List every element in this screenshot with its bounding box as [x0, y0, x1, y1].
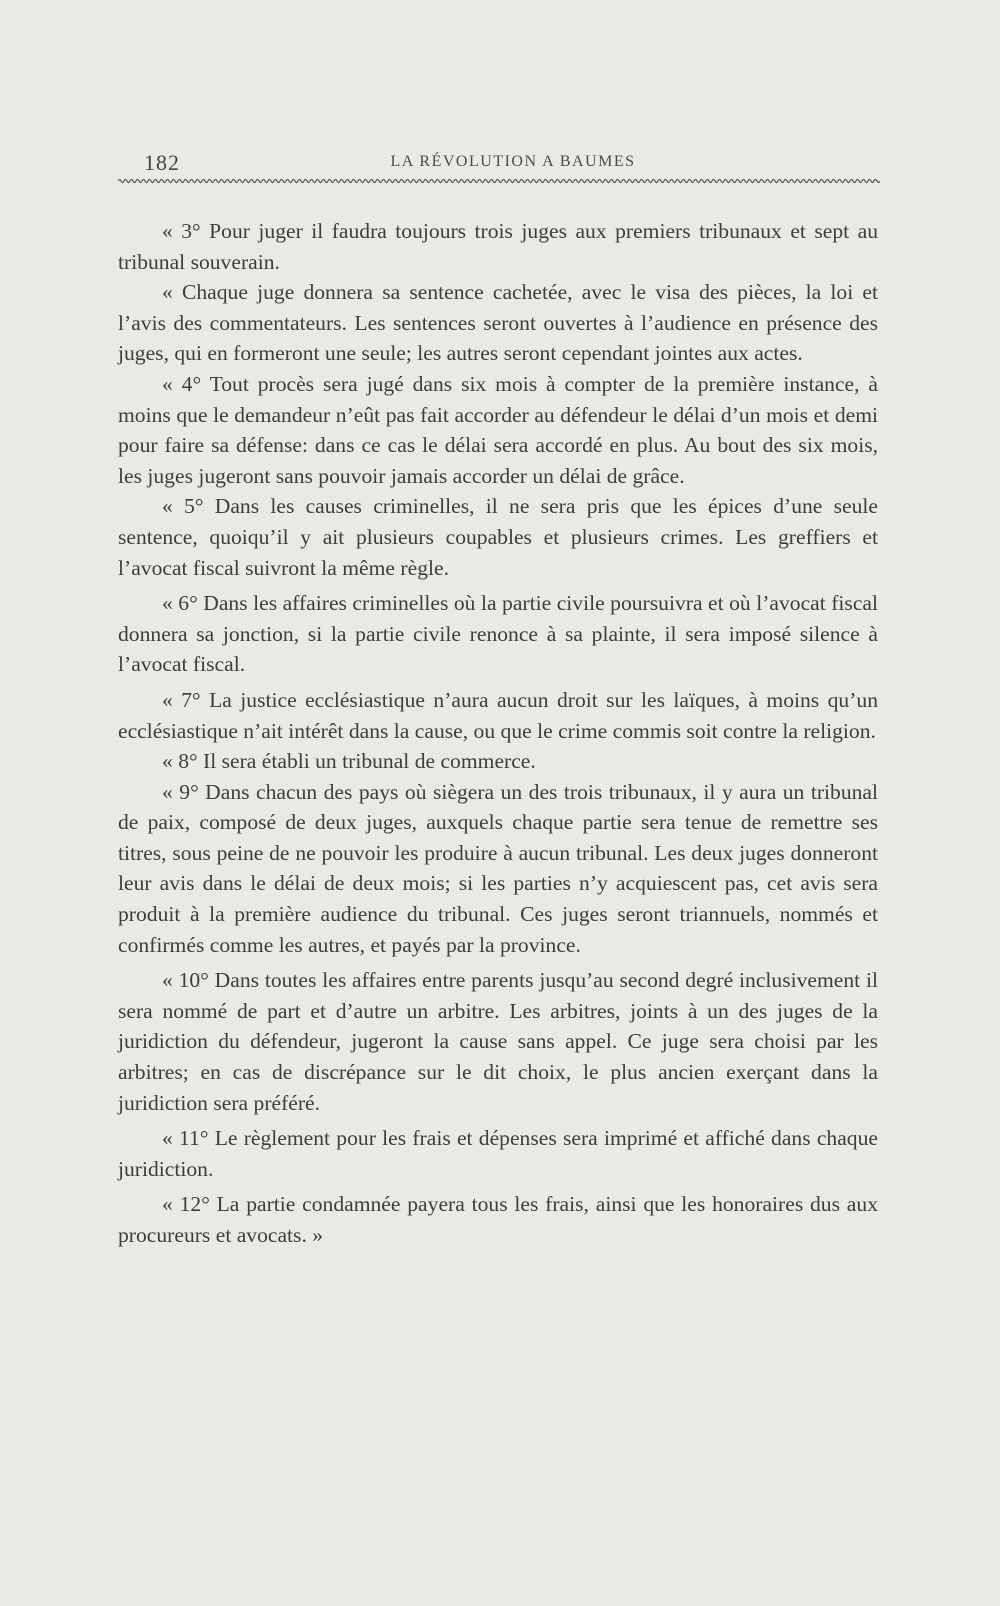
- paragraph-article-9: « 9° Dans chacun des pays où siègera un des trois tribunaux, il y aura un tribunal de paix, composé de deux juges, auxquels chaque partie sera tenue de remettre ses titres, sous peine de ne pouvoir les produire à aucun tribunal. Les deux juges donneront leur avis dans le délai de deux mois; si les parties n’y acquiescent pas, cet avis sera produit à la première audience du tribunal. Ces juges seront triannuels, nommés et confirmés comme les autres, et payés par la province.: [118, 779, 878, 957]
- body-text: [118, 216, 878, 1251]
- paragraph-article-6: « 6° Dans les affaires criminelles où la partie civile poursuivra et où l’avocat fiscal donnera sa jonction, si la partie civile renonce à sa plainte, il sera imposé silence à l’avocat fiscal.: [118, 591, 878, 677]
- running-title: LA RÉVOLUTION A BAUMES: [390, 153, 636, 170]
- paragraph-article-12: « 12° La partie condamnée payera tous les frais, ainsi que les honoraires dus aux procureurs et avocats. »: [118, 1192, 878, 1247]
- paragraph-sentences: « Chaque juge donnera sa sentence cachetée, avec le visa des pièces, la loi et l’avis des commentateurs. Les sentences seront ouvertes à l’audience en présence des juges, qui en formeront une seule; les autres seront cependant jointes aux actes.: [118, 280, 878, 366]
- paragraph-article-10: « 10° Dans toutes les affaires entre parents jusqu’au second degré inclusivement il sera nommé de part et d’autre un arbitre. Les arbitres, joints à un des juges de la juridiction du défendeur, jugeront la cause sans appel. Ce juge sera choisi par les arbitres; en cas de discrépance sur le dit choix, le plus ancien exerçant dans la juridiction sera préféré.: [118, 968, 878, 1115]
- page-number: 182: [144, 150, 180, 175]
- paragraph-article-4: « 4° Tout procès sera jugé dans six mois à compter de la première instance, à moins que le demandeur n’eût pas fait accorder au défendeur le délai d’un mois et demi pour faire sa défense: dans ce cas le délai sera accordé en plus. Au bout des six mois, les juges jugeront sans pouvoir jamais accorder un délai de grâce.: [118, 371, 878, 488]
- paragraph-article-5: « 5° Dans les causes criminelles, il ne sera pris que les épices d’une seule sentence, quoiqu’il y ait plusieurs coupables et plusieurs crimes. Les greffiers et l’avocat fiscal suivront la même règle.: [118, 494, 878, 580]
- paragraph-article-11: « 11° Le règlement pour les frais et dépenses sera imprimé et affiché dans chaque juridiction.: [118, 1126, 878, 1181]
- decorative-wavy-rule: [118, 176, 880, 186]
- paragraph-article-8: « 8° Il sera établi un tribunal de commerce.: [162, 749, 536, 774]
- paragraph-article-7: « 7° La justice ecclésiastique n’aura aucun droit sur les laïques, à moins qu’un ecclésiastique n’ait intérêt dans la cause, ou que le crime commis soit contre la religion.: [118, 687, 878, 743]
- paragraph-article-3: « 3° Pour juger il faudra toujours trois juges aux premiers tribunaux et sept au tribunal souverain.: [118, 219, 878, 274]
